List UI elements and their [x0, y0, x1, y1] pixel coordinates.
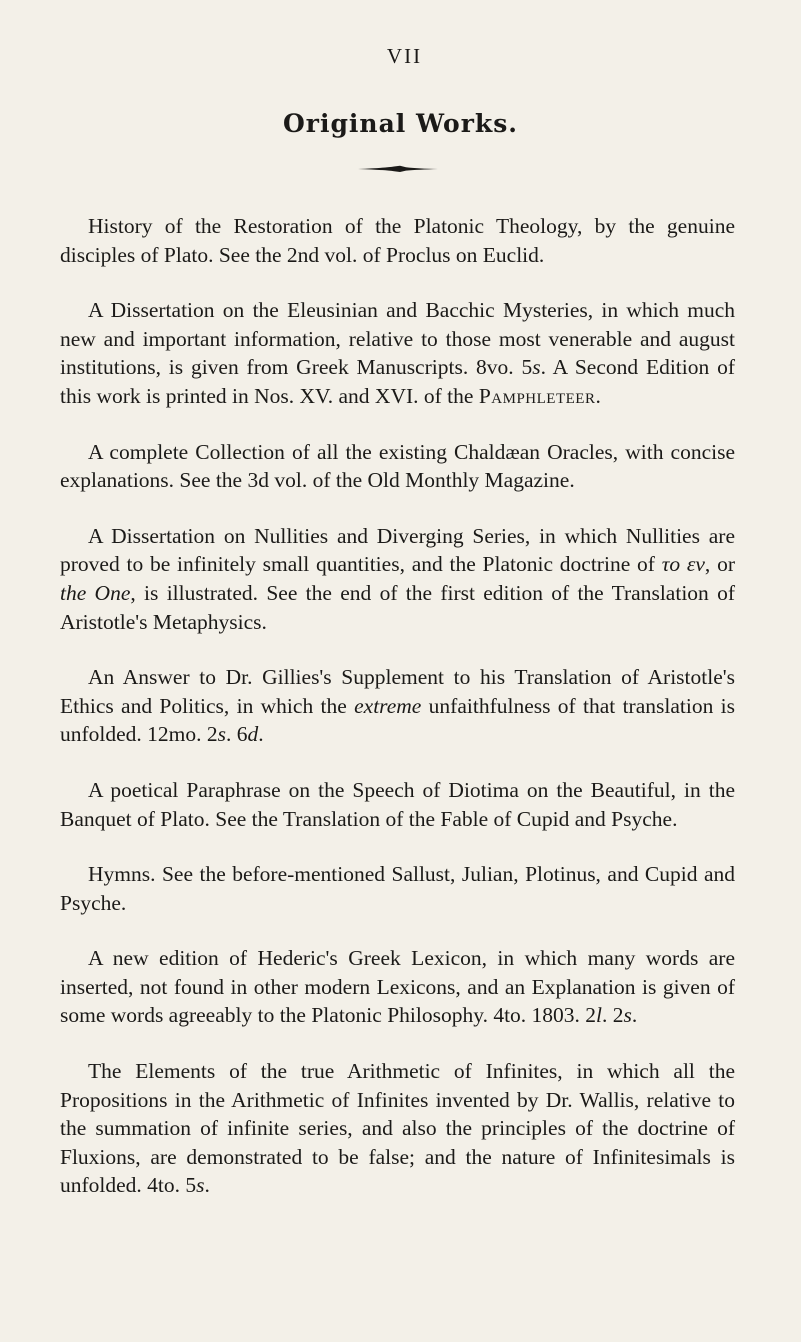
- italic-phrase: extreme: [354, 693, 422, 718]
- entry-text: A Dissertation on the Eleusinian and Bacchic Mysteries, in which much new and important information, relative to those most venerable and august institutions, is given from Greek Manuscripts. 8vo. 5: [60, 298, 735, 380]
- entry-text: , or: [704, 552, 735, 577]
- entry-poetical-paraphrase: [60, 776, 735, 833]
- page-number: VII: [386, 44, 423, 68]
- price-abbrev: s: [532, 355, 541, 380]
- entry-text: .: [595, 383, 601, 408]
- entry-text: . 6: [226, 722, 248, 747]
- price-abbrev: s: [217, 722, 227, 747]
- entry-text: unfaithfulness of that translation is unfolded. 12mo. 2: [60, 693, 735, 747]
- greek-phrase: το εν: [661, 552, 705, 577]
- entry-nullities: [60, 522, 735, 636]
- price-abbrev: s: [196, 1173, 205, 1198]
- price-abbrev: s: [623, 1003, 632, 1028]
- italic-phrase: the One: [60, 580, 131, 605]
- entry-text: An Answer to Dr. Gillies's Supplement to his Translation of Aristotle's Ethics and Politics, in which the: [60, 665, 735, 718]
- entry-text: A Dissertation on Nullities and Diverging Series, in which Nullities are proved to be infinitely small quantities, and the Platonic doctrine of: [60, 523, 735, 577]
- entry-text: .: [258, 722, 264, 747]
- entry-text: A new edition of Hederic's Greek Lexicon, in which many words are inserted, not found in other modern Lexicons, and an Explanation is given of some words agreeably to the Platonic Philosophy. 4to. 1803. 2: [60, 946, 735, 1028]
- entry-arithmetic-infinites: [60, 1057, 735, 1200]
- entry-chaldaean-oracles: [60, 438, 735, 495]
- entry-text: A complete Collection of all the existing Chaldæan Oracles, with concise explanations. See the 3d vol. of the Old Monthly Magazine.: [60, 439, 735, 493]
- entry-platonic-theology: [60, 212, 735, 269]
- entry-eleusinian-mysteries: [60, 296, 735, 410]
- price-abbrev: l: [596, 1003, 603, 1028]
- entry-text: , is illustrated. See the end of the first edition of the Translation of Aristotle's Metaphysics.: [60, 580, 735, 634]
- entry-text: . A Second Edition of this work is printed in Nos. XV. and XVI. of the: [60, 355, 735, 408]
- section-heading: Original Works.: [283, 109, 518, 138]
- entry-text: History of the Restoration of the Platonic Theology, by the genuine disciples of Plato. See the 2nd vol. of Proclus on Euclid.: [60, 214, 735, 267]
- entry-answer-gillies: [60, 663, 735, 749]
- entry-text: .: [631, 1003, 638, 1028]
- entry-hymns: [60, 860, 735, 917]
- entry-text: The Elements of the true Arithmetic of Infinites, in which all the Propositions in the Arithmetic of Infinites invented by Dr. Wallis, relative to the summation of infinite series, and also the principles of the doctrine of Fluxions, are demonstrated to be false; and the nature of Infinitesimals is unfolded. 4to. 5: [60, 1059, 735, 1198]
- entry-text: Hymns. See the before-mentioned Sallust, Julian, Plotinus, and Cupid and Psyche.: [60, 862, 735, 915]
- entry-hederic-lexicon: [60, 944, 735, 1030]
- price-abbrev: d: [247, 722, 259, 747]
- entry-text: .: [204, 1173, 210, 1198]
- periodical-title: Pamphleteer: [478, 383, 596, 408]
- entry-text: . 2: [602, 1003, 624, 1028]
- entry-text: A poetical Paraphrase on the Speech of Diotima on the Beautiful, in the Banquet of Plato. See the Translation of the Fable of Cupid and Psyche.: [60, 777, 735, 831]
- rule-ornament-icon: [356, 164, 440, 174]
